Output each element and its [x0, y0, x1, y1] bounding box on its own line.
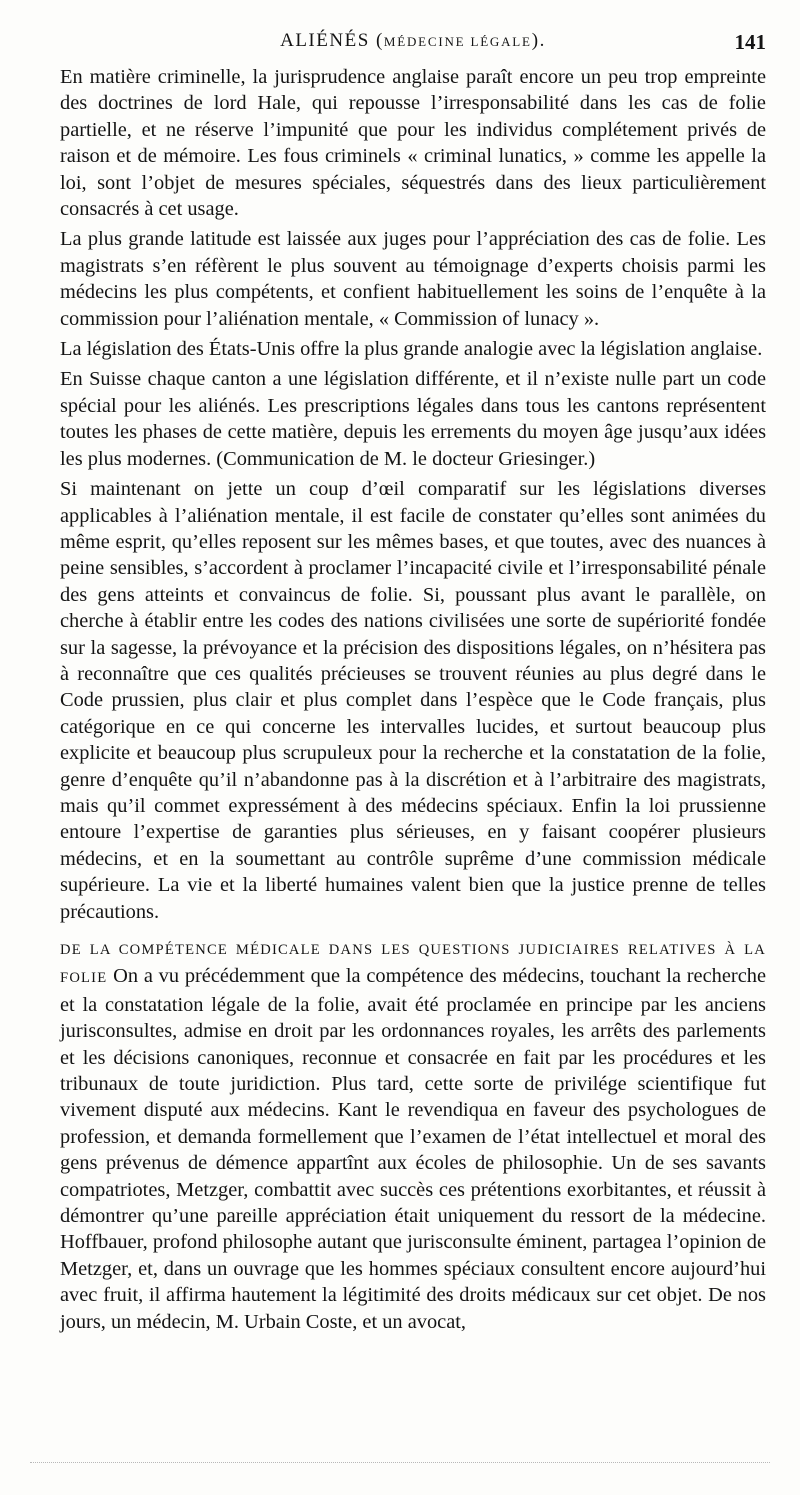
section-heading: DE LA COMPÉTENCE MÉDICALE DANS LES QUESTIONS JUDICIAIRES RELATIVES À LA FOLIE — [60, 942, 766, 987]
paragraph-judges-latitude: La plus grande latitude est laissée aux juges pour l’appréciation des cas de folie. Les magistrats s’en réfèrent le plus souvent au témoignage d’experts choisis parmi les médecins les plus compétents, et confient habituellement les soins de l’enquête à la commission pour l’aliénation mentale, « Commission of lunacy ». — [60, 228, 766, 330]
paragraph-criminal-matters: En matière criminelle, la jurisprudence anglaise paraît encore un peu trop empreinte des doctrines de lord Hale, qui repousse l’irresponsabilité dans les cas de folie partielle, et ne réserve l’impunité que pour les individus complétement privés de raison et de mémoire. Les fous criminels « criminal lunatics, » comme les appelle la loi, sont l’objet de mesures spéciales, séquestrés dans des lieux particulièrement consacrés à cet usage. — [60, 66, 766, 221]
running-head — [60, 30, 766, 56]
page-number: 141 — [734, 30, 766, 54]
footer-rule — [30, 1462, 770, 1463]
body-text — [60, 64, 766, 1339]
paragraph-comparison: Si maintenant on jette un coup d’œil comparatif sur les législations diverses applicables à l’aliénation mentale, il est facile de constater qu’elles sont animées du même esprit, qu’elles reposent sur les mêmes bases, et que toutes, avec des nuances à peine sensibles, s’accordent à proclamer l’incapacité civile et l’irresponsabilité pénale des gens atteints et convaincus de folie. Si, poussant plus avant le parallèle, on cherche à établir entre les codes des nations civilisées une sorte de supériorité fondée sur la sagesse, la prévoyance et la précision des dispositions légales, on n’hésitera pas à reconnaître que ces qualités précieuses se trouvent réunies au plus degré dans le Code prussien, plus clair et plus complet dans l’espèce que le Code français, plus catégorique en ce qui concerne les intervalles lucides, et surtout beaucoup plus explicite et beaucoup plus scrupuleux pour la recherche et la constatation de la folie, genre d’enquête qu’il n’abandonne pas à la discrétion et à l’arbitraire des magistrats, mais qu’il commet expressément à des médecins spéciaux. Enfin la loi prussienne entoure l’expertise de garanties plus sérieuses, en y faisant coopérer plusieurs médecins, et en la soumettant au contrôle suprême d’une commission médicale supérieure. La vie et la liberté humaines valent bien que la justice prenne de telles précautions. — [60, 478, 766, 923]
running-title — [60, 30, 766, 52]
paragraph-medical-competence: On a vu précédemment que la compétence des médecins, touchant la recherche et la constatation légale de la folie, avait été proclamée en principe par les anciens jurisconsultes, admise en droit par les ordonnances royales, les arrêts des parlements et les décisions canoniques, reconnue et consacrée en fait par les procédures et les tribunaux de toute juridiction. Plus tard, cette sorte de privilége scientifique fut vivement disputé aux médecins. Kant le revendiqua en faveur des psychologues de profession, et demanda formellement que l’examen de l’état intellectuel et moral des gens prévenus de démence appartînt aux écoles de philosophie. Un de ses savants compatriotes, Metzger, combattit avec succès ces prétentions exorbitantes, et réussit à démontrer qu’une pareille appréciation était uniquement du ressort de la médecine. Hoffbauer, profond philosophe autant que jurisconsulte éminent, partagea l’opinion de Metzger, et, dans un ouvrage que les hommes spéciaux consultent encore aujourd’hui avec fruit, il affirma hautement la légitimité des droits médicaux sur cet objet. De nos jours, un médecin, M. Urbain Coste, et un avocat, — [60, 965, 766, 1333]
paragraph-united-states: La législation des États-Unis offre la plus grande analogie avec la législation anglaise. — [60, 338, 763, 361]
section-paragraph — [60, 935, 766, 1335]
paragraph-switzerland: En Suisse chaque canton a une législation différente, et il n’existe nulle part un code spécial pour les aliénés. Les prescriptions légales dans tous les cantons représentent toutes les phases de cette matière, depuis les errements du moyen âge jusqu’aux idées les plus modernes. (Communication de M. le docteur Griesinger.) — [60, 368, 766, 470]
running-title-small-caps: MÉDECINE LÉGALE — [383, 34, 532, 49]
running-title-main: ALIÉNÉS ( — [280, 30, 384, 51]
running-title-end: ). — [531, 30, 546, 51]
